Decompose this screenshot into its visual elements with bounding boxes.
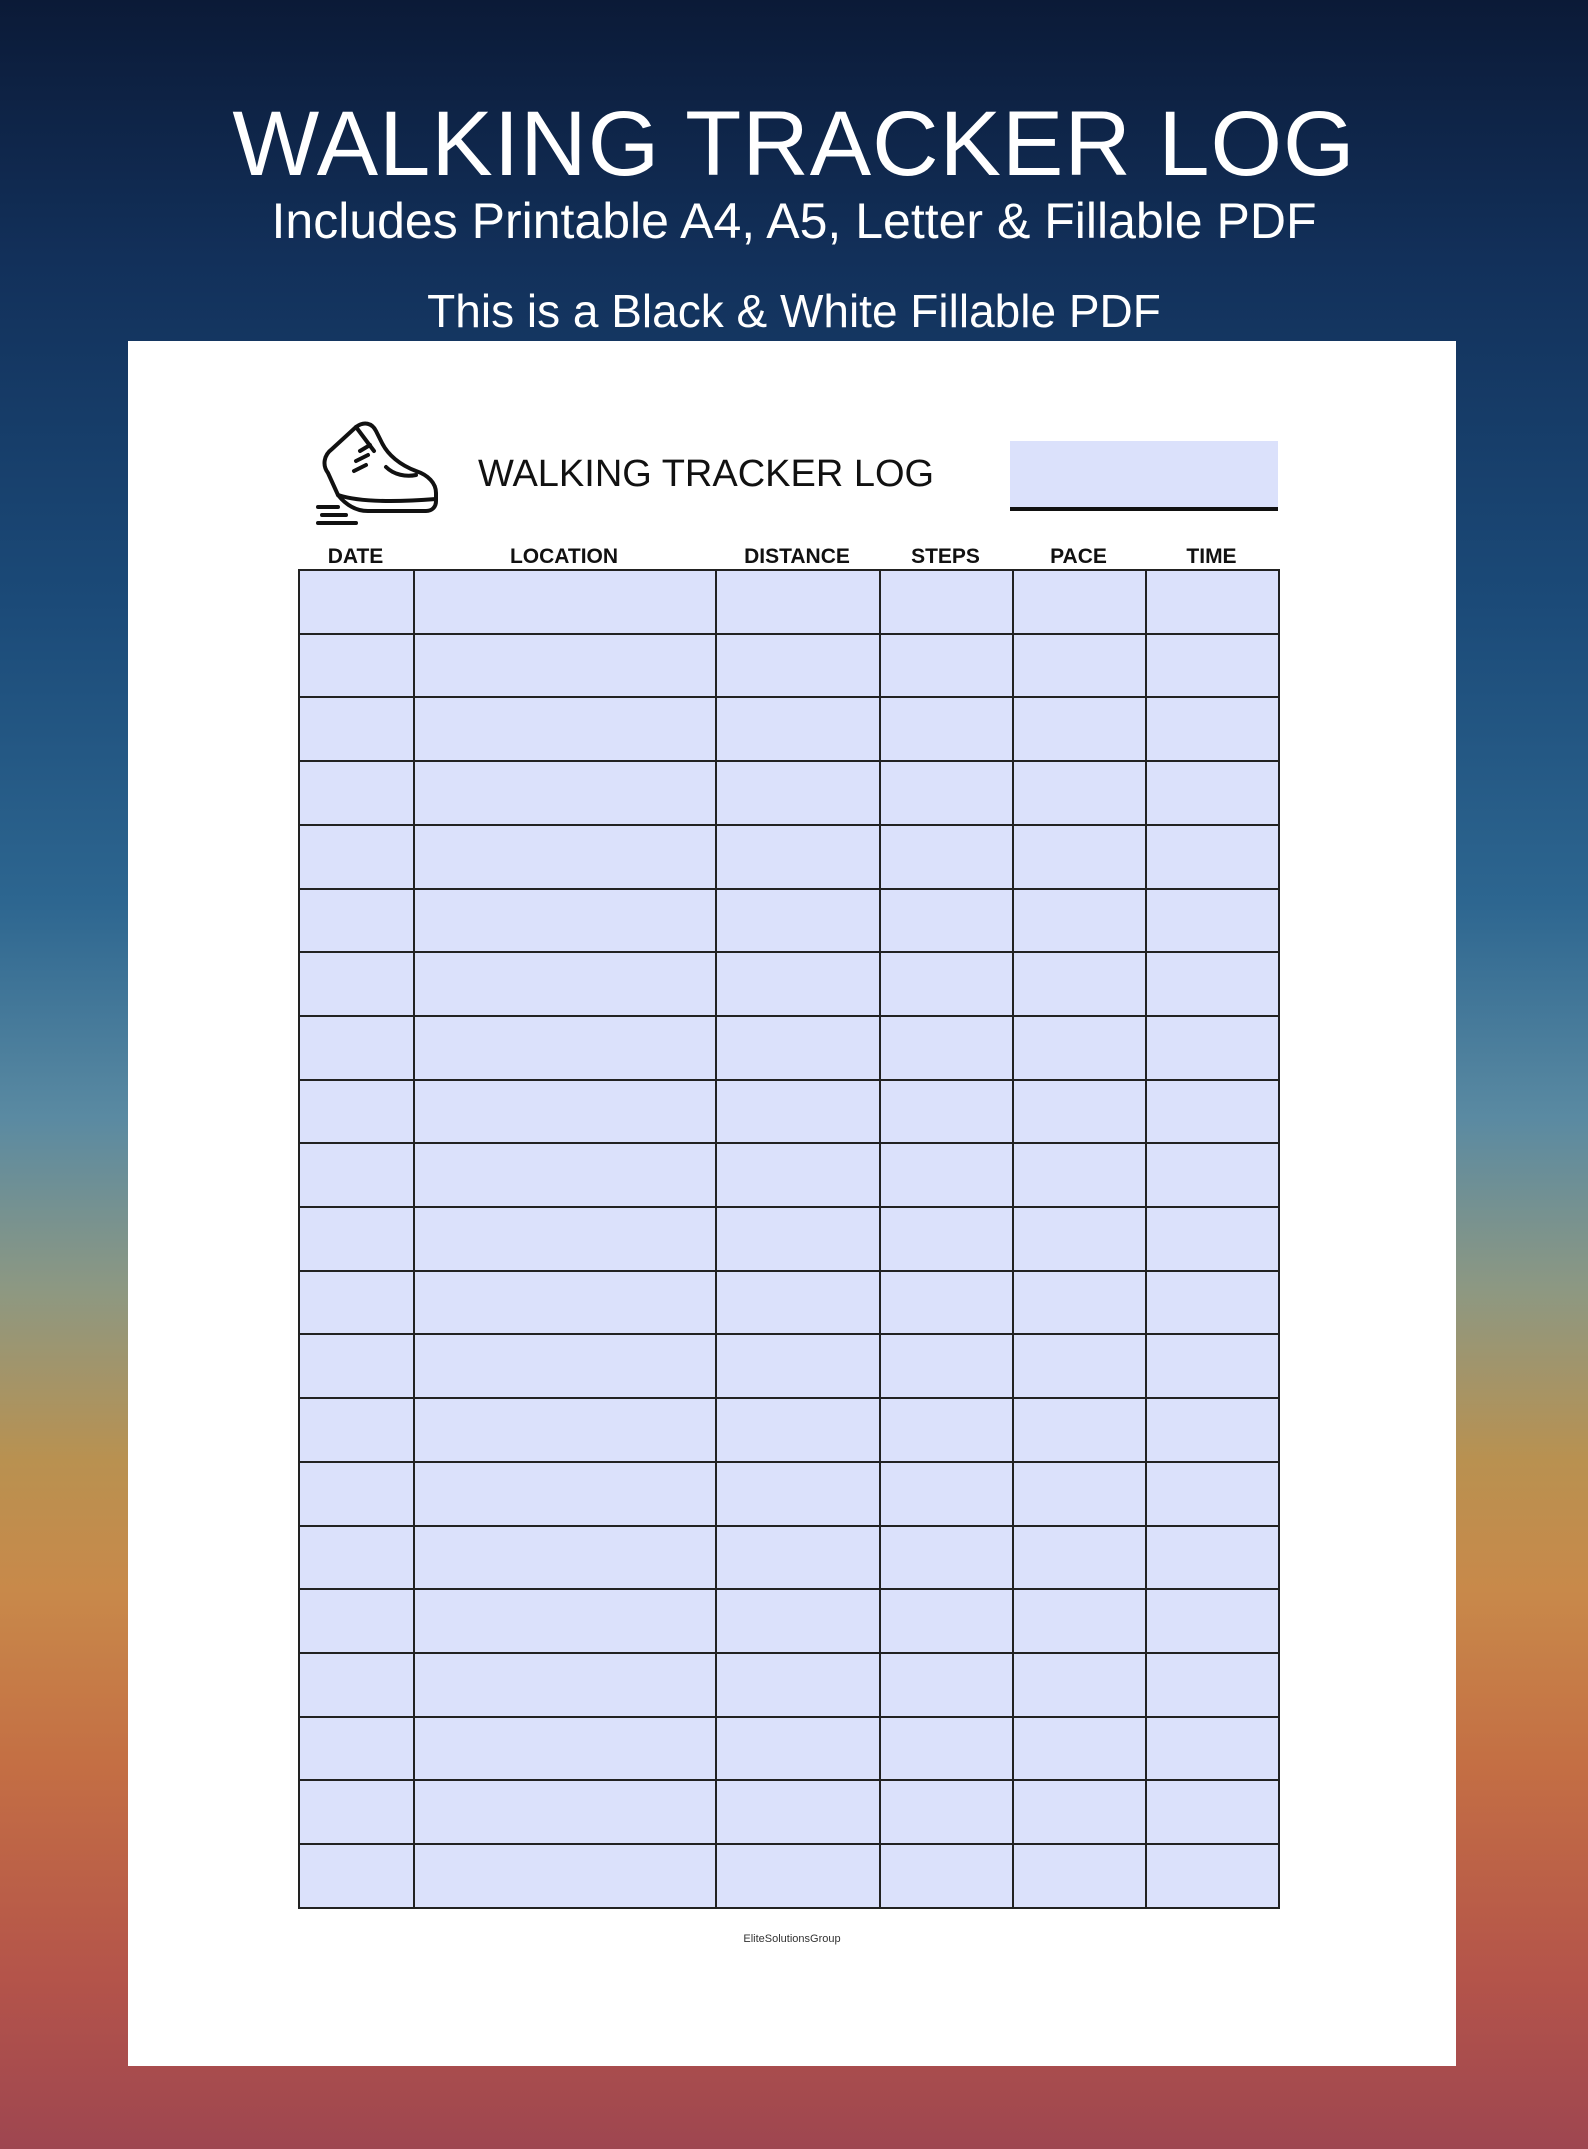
pace-field[interactable] — [1013, 1143, 1146, 1207]
location-field[interactable] — [414, 889, 716, 953]
distance-field[interactable] — [716, 1080, 880, 1144]
column-header-time: TIME — [1186, 545, 1237, 568]
distance-field[interactable] — [716, 570, 880, 634]
pace-field[interactable] — [1013, 1016, 1146, 1080]
pace-field[interactable] — [1013, 889, 1146, 953]
date-field[interactable] — [299, 1080, 414, 1144]
table-row — [299, 952, 1279, 1016]
steps-field[interactable] — [880, 1271, 1013, 1335]
tracker-sheet — [128, 341, 1456, 2066]
pace-field[interactable] — [1013, 1653, 1146, 1717]
column-header-distance: DISTANCE — [744, 545, 850, 568]
distance-field[interactable] — [716, 1398, 880, 1462]
location-field[interactable] — [414, 952, 716, 1016]
date-field[interactable] — [299, 1143, 414, 1207]
pace-field[interactable] — [1013, 825, 1146, 889]
date-field[interactable] — [299, 761, 414, 825]
date-field[interactable] — [299, 570, 414, 634]
time-field[interactable] — [1146, 1334, 1279, 1398]
date-field[interactable] — [299, 889, 414, 953]
pace-field[interactable] — [1013, 1526, 1146, 1590]
table-row — [299, 1143, 1279, 1207]
time-field[interactable] — [1146, 889, 1279, 953]
column-header-date: DATE — [327, 545, 384, 568]
table-row — [299, 1398, 1279, 1462]
table-row — [299, 889, 1279, 953]
location-field[interactable] — [414, 1398, 716, 1462]
distance-field[interactable] — [716, 634, 880, 698]
location-field[interactable] — [414, 634, 716, 698]
location-field[interactable] — [414, 1717, 716, 1781]
table-row — [299, 1080, 1279, 1144]
table-row — [299, 1844, 1279, 1908]
steps-field[interactable] — [880, 1462, 1013, 1526]
steps-field[interactable] — [880, 825, 1013, 889]
time-field[interactable] — [1146, 1016, 1279, 1080]
time-field[interactable] — [1146, 1398, 1279, 1462]
table-row — [299, 1334, 1279, 1398]
table-row — [299, 697, 1279, 761]
distance-field[interactable] — [716, 1334, 880, 1398]
table-row — [299, 1207, 1279, 1271]
location-field[interactable] — [414, 1207, 716, 1271]
name-input-field[interactable] — [1010, 441, 1278, 511]
date-field[interactable] — [299, 952, 414, 1016]
pace-field[interactable] — [1013, 1334, 1146, 1398]
pace-field[interactable] — [1013, 1398, 1146, 1462]
distance-field[interactable] — [716, 1143, 880, 1207]
time-field[interactable] — [1146, 570, 1279, 634]
time-field[interactable] — [1146, 634, 1279, 698]
steps-field[interactable] — [880, 570, 1013, 634]
location-field[interactable] — [414, 697, 716, 761]
distance-field[interactable] — [716, 1844, 880, 1908]
date-field[interactable] — [299, 1271, 414, 1335]
location-field[interactable] — [414, 1334, 716, 1398]
distance-field[interactable] — [716, 1462, 880, 1526]
date-field[interactable] — [299, 1398, 414, 1462]
distance-field[interactable] — [716, 1016, 880, 1080]
pace-field[interactable] — [1013, 1844, 1146, 1908]
steps-field[interactable] — [880, 1526, 1013, 1590]
sheet-title: WALKING TRACKER LOG — [478, 453, 935, 495]
sneaker-icon — [316, 415, 442, 527]
date-field[interactable] — [299, 1589, 414, 1653]
steps-field[interactable] — [880, 889, 1013, 953]
time-field[interactable] — [1146, 952, 1279, 1016]
table-row — [299, 570, 1279, 634]
steps-field[interactable] — [880, 634, 1013, 698]
location-field[interactable] — [414, 1462, 716, 1526]
pace-field[interactable] — [1013, 1207, 1146, 1271]
distance-field[interactable] — [716, 889, 880, 953]
location-field[interactable] — [414, 1016, 716, 1080]
distance-field[interactable] — [716, 1717, 880, 1781]
pace-field[interactable] — [1013, 634, 1146, 698]
time-field[interactable] — [1146, 761, 1279, 825]
location-field[interactable] — [414, 1080, 716, 1144]
distance-field[interactable] — [716, 1207, 880, 1271]
table-row — [299, 1717, 1279, 1781]
date-field[interactable] — [299, 825, 414, 889]
table-row — [299, 1462, 1279, 1526]
steps-field[interactable] — [880, 1016, 1013, 1080]
tracker-table — [298, 569, 1280, 1909]
location-field[interactable] — [414, 1653, 716, 1717]
time-field[interactable] — [1146, 1143, 1279, 1207]
time-field[interactable] — [1146, 1207, 1279, 1271]
distance-field[interactable] — [716, 1780, 880, 1844]
time-field[interactable] — [1146, 1780, 1279, 1844]
time-field[interactable] — [1146, 1653, 1279, 1717]
location-field[interactable] — [414, 1589, 716, 1653]
location-field[interactable] — [414, 1271, 716, 1335]
table-row — [299, 1526, 1279, 1590]
date-field[interactable] — [299, 1780, 414, 1844]
steps-field[interactable] — [880, 1653, 1013, 1717]
date-field[interactable] — [299, 1016, 414, 1080]
steps-field[interactable] — [880, 1334, 1013, 1398]
banner-note: This is a Black & White Fillable PDF — [427, 285, 1161, 337]
time-field[interactable] — [1146, 1589, 1279, 1653]
date-field[interactable] — [299, 1844, 414, 1908]
pace-field[interactable] — [1013, 570, 1146, 634]
date-field[interactable] — [299, 697, 414, 761]
location-field[interactable] — [414, 570, 716, 634]
distance-field[interactable] — [716, 1589, 880, 1653]
date-field[interactable] — [299, 1526, 414, 1590]
location-field[interactable] — [414, 825, 716, 889]
table-row — [299, 1016, 1279, 1080]
date-field[interactable] — [299, 1717, 414, 1781]
table-row — [299, 761, 1279, 825]
time-field[interactable] — [1146, 1462, 1279, 1526]
steps-field[interactable] — [880, 1143, 1013, 1207]
location-field[interactable] — [414, 1143, 716, 1207]
column-header-location: LOCATION — [509, 545, 619, 568]
steps-field[interactable] — [880, 761, 1013, 825]
date-field[interactable] — [299, 1207, 414, 1271]
pace-field[interactable] — [1013, 761, 1146, 825]
date-field[interactable] — [299, 634, 414, 698]
steps-field[interactable] — [880, 1589, 1013, 1653]
table-row — [299, 1589, 1279, 1653]
pace-field[interactable] — [1013, 1080, 1146, 1144]
pace-field[interactable] — [1013, 697, 1146, 761]
distance-field[interactable] — [716, 825, 880, 889]
time-field[interactable] — [1146, 697, 1279, 761]
steps-field[interactable] — [880, 1080, 1013, 1144]
date-field[interactable] — [299, 1653, 414, 1717]
table-row — [299, 634, 1279, 698]
footer-brand: EliteSolutionsGroup — [743, 1933, 841, 1945]
table-row — [299, 1780, 1279, 1844]
column-header-steps: STEPS — [911, 545, 980, 568]
distance-field[interactable] — [716, 1271, 880, 1335]
steps-field[interactable] — [880, 1717, 1013, 1781]
table-row — [299, 1653, 1279, 1717]
location-field[interactable] — [414, 761, 716, 825]
distance-field[interactable] — [716, 1526, 880, 1590]
pace-field[interactable] — [1013, 1780, 1146, 1844]
table-row — [299, 1271, 1279, 1335]
column-header-pace: PACE — [1050, 545, 1107, 568]
distance-field[interactable] — [716, 761, 880, 825]
pace-field[interactable] — [1013, 1271, 1146, 1335]
time-field[interactable] — [1146, 1717, 1279, 1781]
date-field[interactable] — [299, 1334, 414, 1398]
location-field[interactable] — [414, 1780, 716, 1844]
steps-field[interactable] — [880, 1780, 1013, 1844]
pace-field[interactable] — [1013, 1717, 1146, 1781]
time-field[interactable] — [1146, 1526, 1279, 1590]
banner-title: WALKING TRACKER LOG — [232, 93, 1356, 195]
table-row — [299, 825, 1279, 889]
pace-field[interactable] — [1013, 952, 1146, 1016]
distance-field[interactable] — [716, 952, 880, 1016]
location-field[interactable] — [414, 1844, 716, 1908]
banner-subtitle: Includes Printable A4, A5, Letter & Fillable PDF — [271, 193, 1317, 249]
steps-field[interactable] — [880, 697, 1013, 761]
steps-field[interactable] — [880, 1398, 1013, 1462]
pace-field[interactable] — [1013, 1589, 1146, 1653]
time-field[interactable] — [1146, 1844, 1279, 1908]
location-field[interactable] — [414, 1526, 716, 1590]
time-field[interactable] — [1146, 825, 1279, 889]
time-field[interactable] — [1146, 1271, 1279, 1335]
steps-field[interactable] — [880, 1207, 1013, 1271]
pace-field[interactable] — [1013, 1462, 1146, 1526]
steps-field[interactable] — [880, 1844, 1013, 1908]
distance-field[interactable] — [716, 697, 880, 761]
date-field[interactable] — [299, 1462, 414, 1526]
time-field[interactable] — [1146, 1080, 1279, 1144]
distance-field[interactable] — [716, 1653, 880, 1717]
steps-field[interactable] — [880, 952, 1013, 1016]
